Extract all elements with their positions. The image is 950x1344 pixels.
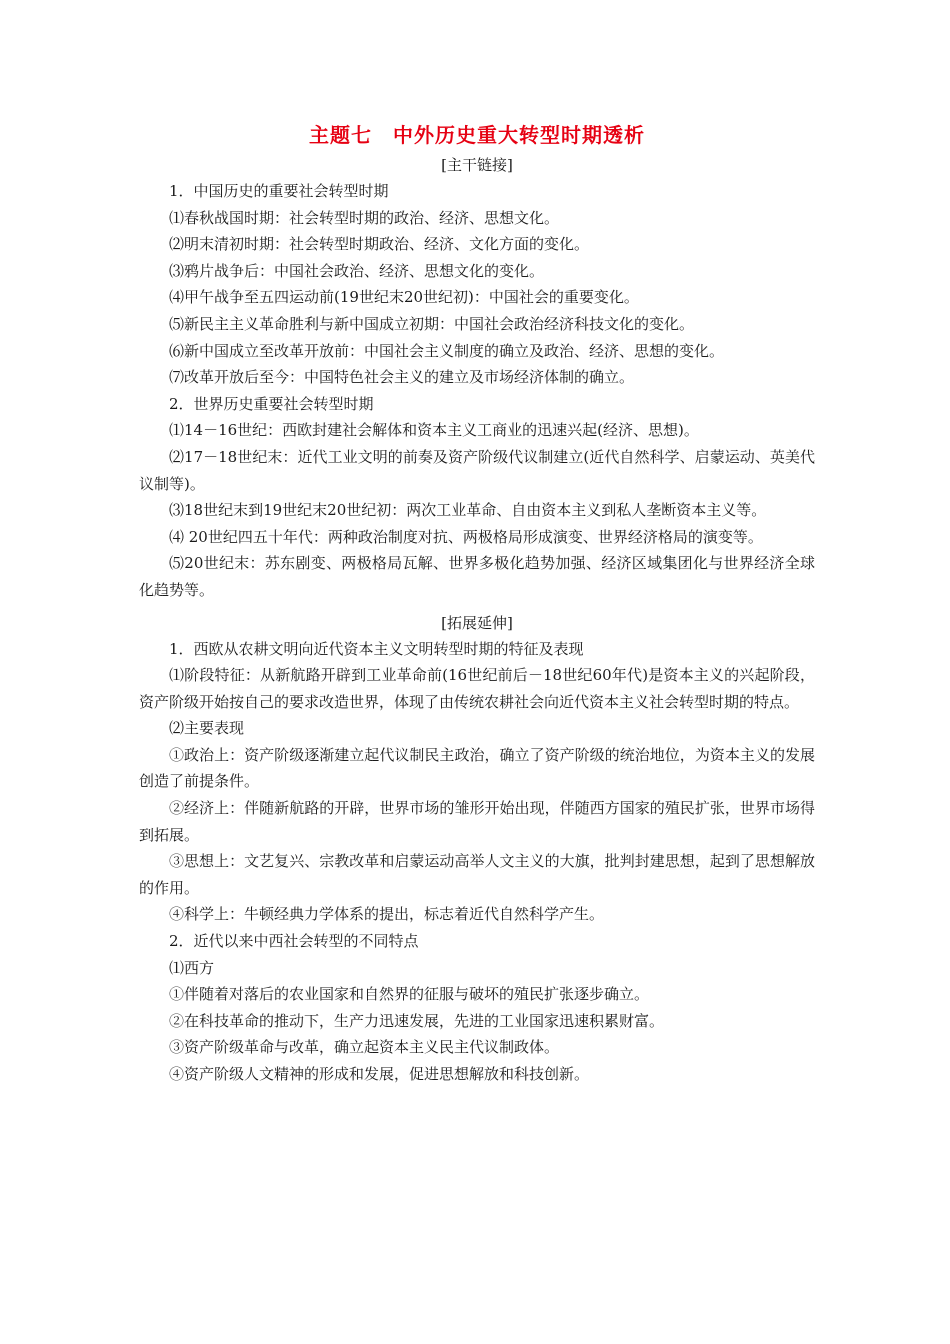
paragraph: ③资产阶级革命与改革，确立起资本主义民主代议制政体。 bbox=[169, 1038, 560, 1057]
paragraph: ⑷甲午战争至五四运动前(19世纪末20世纪初)：中国社会的重要变化。 bbox=[169, 288, 639, 307]
paragraph: ⑺改革开放后至今：中国特色社会主义的建立及市场经济体制的确立。 bbox=[169, 368, 635, 387]
paragraph: ⑴14－16世纪：西欧封建社会解体和资本主义工商业的迅速兴起(经济、思想)。 bbox=[169, 421, 699, 440]
section-heading-extension: [拓展延伸] bbox=[441, 613, 513, 632]
paragraph: ⑹新中国成立至改革开放前：中国社会主义制度的确立及政治、经济、思想的变化。 bbox=[169, 341, 725, 360]
paragraph: ⑴春秋战国时期：社会转型时期的政治、经济、思想文化。 bbox=[169, 208, 560, 227]
paragraph: ⑷ 20世纪四五十年代：两种政治制度对抗、两极格局形成演变、世界经济格局的演变等。 bbox=[169, 527, 763, 546]
paragraph: ①政治上：资产阶级逐渐建立起代议制民主政治，确立了资产阶级的统治地位，为资本主义的发展创造了前提条件。 bbox=[139, 745, 815, 791]
paragraph: ⑸20世纪末：苏东剧变、两极格局瓦解、世界多极化趋势加强、经济区域集团化与世界经济全球化趋势等。 bbox=[139, 554, 815, 599]
paragraph: ⑶鸦片战争后：中国社会政治、经济、思想文化的变化。 bbox=[169, 261, 545, 280]
paragraph: 1．中国历史的重要社会转型时期 bbox=[169, 182, 389, 200]
paragraph: ⑴西方 bbox=[169, 958, 215, 977]
paragraph: ③思想上：文艺复兴、宗教改革和启蒙运动高举人文主义的大旗，批判封建思想，起到了思想解放的作用。 bbox=[139, 852, 815, 897]
paragraph: ⑴阶段特征：从新航路开辟到工业革命前(16世纪前后－18世纪60年代)是资本主义的兴起阶段，资产阶级开始按自己的要求改造世界，体现了由传统农耕社会向近代资本主义社会转型时期的特点。 bbox=[139, 666, 815, 711]
paragraph: ⑸新民主主义革命胜利与新中国成立初期：中国社会政治经济科技文化的变化。 bbox=[169, 314, 695, 333]
paragraph: ②在科技革命的推动下，生产力迅速发展，先进的工业国家迅速积累财富。 bbox=[169, 1011, 665, 1030]
section-extension bbox=[139, 636, 815, 1088]
paragraph: ④科学上：牛顿经典力学体系的提出，标志着近代自然科学产生。 bbox=[169, 905, 605, 924]
paragraph: 2．近代以来中西社会转型的不同特点 bbox=[169, 932, 419, 951]
paragraph: 1．西欧从农耕文明向近代资本主义文明转型时期的特征及表现 bbox=[169, 639, 584, 658]
paragraph: ⑵明末清初时期：社会转型时期政治、经济、文化方面的变化。 bbox=[169, 235, 590, 254]
paragraph: 2．世界历史重要社会转型时期 bbox=[169, 394, 374, 413]
paragraph: ④资产阶级人文精神的形成和发展，促进思想解放和科技创新。 bbox=[169, 1065, 590, 1083]
paragraph: ②经济上：伴随新航路的开辟，世界市场的雏形开始出现，伴随西方国家的殖民扩张，世界市场得到拓展。 bbox=[139, 799, 815, 844]
paragraph: ⑶18世纪末到19世纪末20世纪初：两次工业革命、自由资本主义到私人垄断资本主义等。 bbox=[169, 501, 767, 520]
document-page bbox=[139, 118, 815, 1088]
section-heading-main-links: [主干链接] bbox=[441, 156, 513, 174]
paragraph: ⑵主要表现 bbox=[169, 719, 245, 738]
paragraph: ⑵17－18世纪末：近代工业文明的前奏及资产阶级代议制建立(近代自然科学、启蒙运动、英美代议制等)。 bbox=[139, 447, 815, 493]
paragraph: ①伴随着对落后的农业国家和自然界的征服与破坏的殖民扩张逐步确立。 bbox=[169, 985, 650, 1004]
section-main-links bbox=[139, 178, 815, 604]
page-title: 主题七 中外历史重大转型时期透析 bbox=[309, 123, 645, 147]
